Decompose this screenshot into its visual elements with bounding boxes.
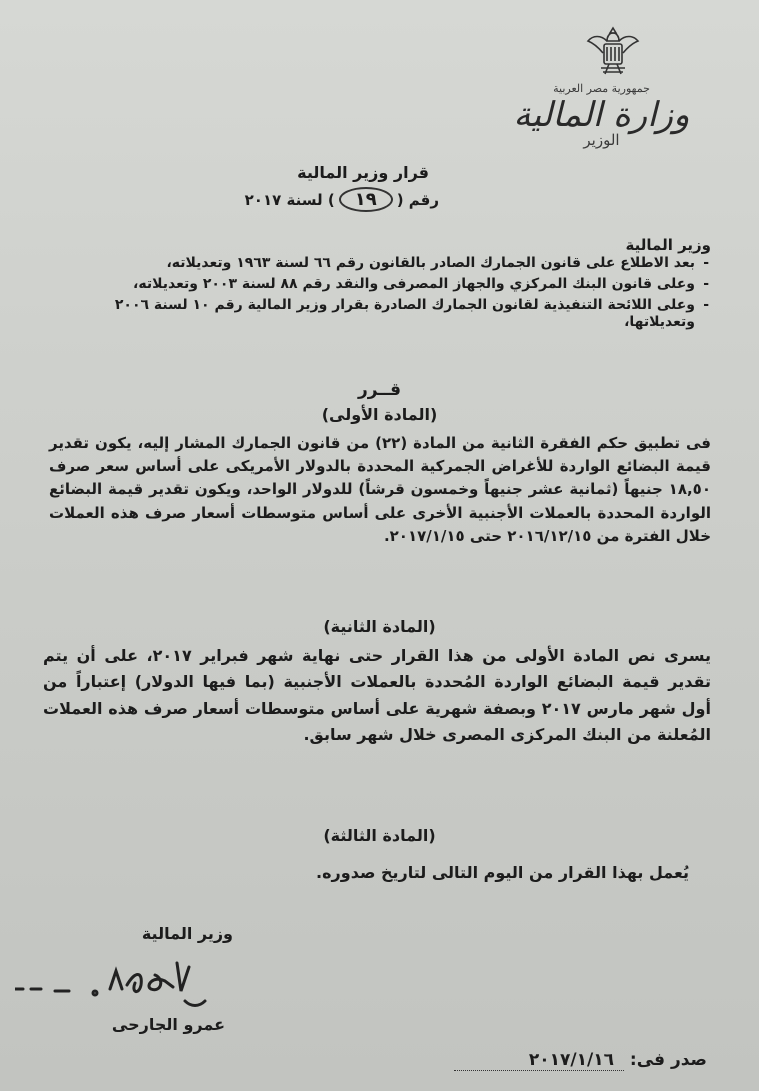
article-1-text: فى تطبيق حكم الفقرة الثانية من المادة (٢٢) من قانون الجمارك المشار إليه، يكون تقدير قيمة البضائع الواردة للأغراض الجمركية المحددة بالدولار الأمريكى على أساس سعر صرف ١٨,٥٠ جنيهاً (ثمانية عشر جنيهاً وخمسون قرشاً) للدولار الواحد، ويكون تقدير قيمة البضائع الواردة المحددة بالعملات الأجنبية الأخرى على أساس متوسطات أسعار صرف هذه العملات خلال الفترة من ٢٠١٦/١٢/١٥ حتى ٢٠١٧/١/١٥. — [49, 434, 711, 545]
minister-label: الوزير — [583, 131, 620, 149]
preamble-item: - بعد الاطلاع على قانون الجمارك الصادر بالقانون رقم ٦٦ لسنة ١٩٦٣ وتعديلاته، — [49, 255, 709, 272]
signatory-name: عمرو الجارحى — [111, 1015, 225, 1034]
article-3-heading: (المادة الثالثة) — [323, 826, 436, 845]
article-1-heading: (المادة الأولى) — [321, 405, 438, 424]
article-3-text: يُعمل بهذا القرار من اليوم التالى لتاريخ صدوره. — [316, 863, 689, 882]
letterhead — [494, 82, 709, 149]
signatory-title: وزير المالية — [141, 924, 233, 943]
article-2-text: يسرى نص المادة الأولى من هذا القرار حتى نهاية شهر فبراير ٢٠١٧، على أن يتم تقدير قيمة البضائع الواردة المُحددة بالعملات الأجنبية (بما فيها الدولار) إعتباراً من أول شهر مارس ٢٠١٧ وبصفة شهرية على أساس متوسطات أسعار صرف هذه العملات المُعلنة من البنك المركزى المصرى خلال شهر سابق. — [43, 646, 711, 744]
issued-label: صدر فى: — [629, 1050, 707, 1070]
issue-date: ٢٠١٧/١/١٦ — [454, 1050, 624, 1071]
ministry-name: وزارة المالية — [513, 95, 690, 135]
republic-name: جمهورية مصر العربية — [553, 82, 650, 95]
article-2-heading: (المادة الثانية) — [323, 617, 436, 636]
preamble-item: - وعلى اللائحة التنفيذية لقانون الجمارك الصادرة بقرار وزير المالية رقم ١٠ لسنة ٢٠٠٦ وتعديلاتها، — [49, 297, 709, 331]
decree-number-prefix: رقم ( — [396, 191, 439, 209]
preamble-issuer: وزير المالية — [625, 236, 711, 254]
decree-number-suffix: ) لسنة ٢٠١٧ — [244, 191, 335, 209]
handwritten-signature-icon — [15, 955, 225, 1015]
issue-date-line — [454, 1050, 707, 1071]
decided-heading: قــرر — [357, 380, 402, 400]
decree-number-line — [245, 187, 439, 212]
preamble-item: - وعلى قانون البنك المركزي والجهاز المصرفى والنقد رقم ٨٨ لسنة ٢٠٠٣ وتعديلاته، — [49, 276, 709, 293]
eagle-emblem-icon — [585, 22, 641, 80]
preamble-list — [49, 255, 709, 335]
decree-number: ١٩ — [339, 187, 393, 212]
decree-title: قرار وزير المالية — [297, 163, 429, 182]
